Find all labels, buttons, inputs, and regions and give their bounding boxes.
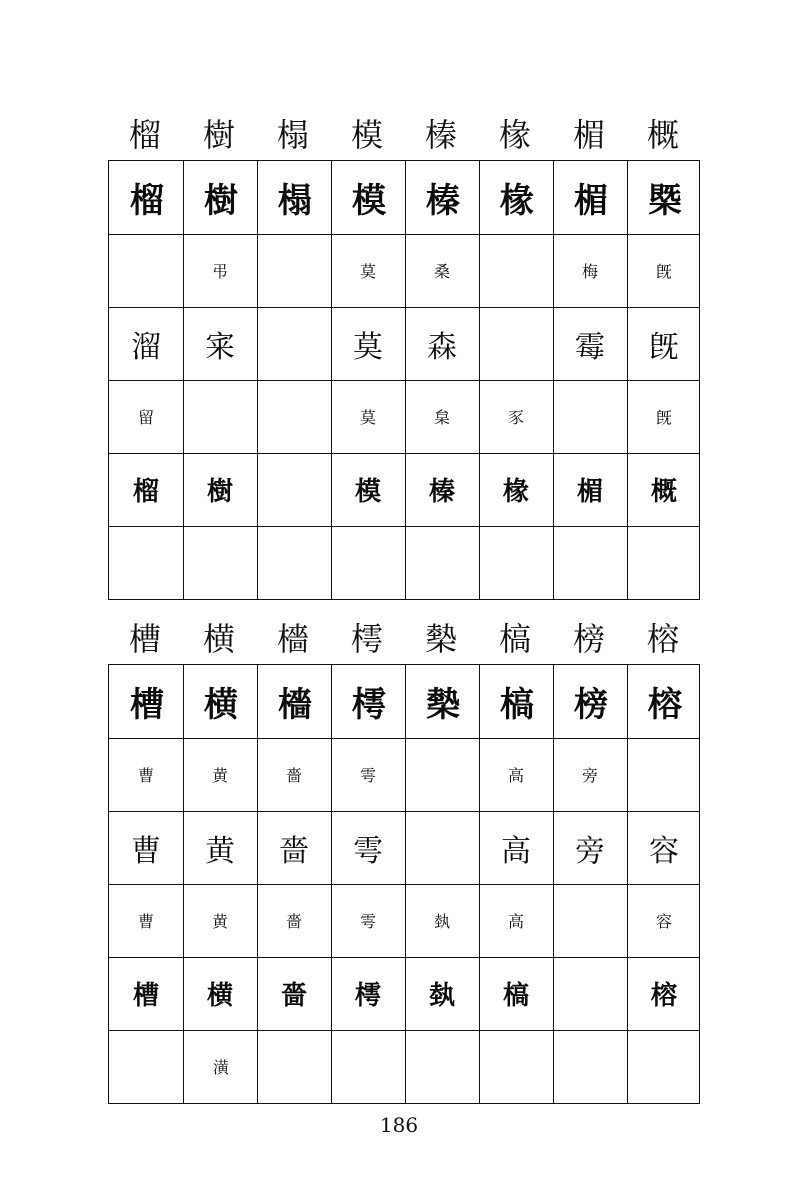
glyph-cell: [479, 234, 553, 307]
header-char: 樗: [350, 620, 383, 658]
glyph-cell: 槩: [648, 181, 680, 221]
character-table-1: [108, 108, 700, 600]
glyph-cell: [183, 380, 257, 453]
glyph-cell: 容: [649, 833, 679, 869]
glyph-grid-1: [108, 160, 700, 600]
glyph-cell: 曹: [137, 766, 154, 785]
glyph-cell: [553, 957, 627, 1030]
glyph-cell: 梅: [581, 262, 598, 281]
header-char: 榜: [572, 620, 605, 658]
glyph-cell: 黄: [205, 833, 235, 869]
glyph-cell: 高: [507, 912, 524, 931]
glyph-cell: 溜: [131, 329, 161, 365]
glyph-cell: 樹: [204, 181, 236, 221]
glyph-cell: 樹: [206, 477, 233, 507]
glyph-cell: 榕: [650, 981, 677, 1011]
glyph-cell: [627, 738, 701, 811]
glyph-cell: 樗: [354, 981, 381, 1011]
glyph-cell: 高: [501, 833, 531, 869]
glyph-cell: 嗇: [279, 833, 309, 869]
glyph-cell: [553, 380, 627, 453]
glyph-cell: 槁: [500, 685, 532, 725]
glyph-cell: 榴: [130, 181, 162, 221]
glyph-cell: 雩: [359, 766, 376, 785]
glyph-cell: 旣: [649, 329, 679, 365]
glyph-cell: 榕: [648, 685, 680, 725]
glyph-grid-2: [108, 664, 700, 1104]
glyph-cell: 黄: [211, 766, 228, 785]
character-table-2: [108, 612, 700, 1104]
header-char: 榛: [424, 116, 457, 154]
glyph-cell: 榻: [278, 181, 310, 221]
glyph-cell: [553, 884, 627, 957]
glyph-cell: [405, 811, 479, 884]
glyph-cell: 桑: [433, 262, 450, 281]
glyph-cell: 黄: [211, 912, 228, 931]
glyph-cell: 旣: [655, 408, 672, 427]
glyph-cell: [479, 307, 553, 380]
glyph-cell: 高: [507, 766, 524, 785]
glyph-cell: 榛: [426, 181, 458, 221]
glyph-cell: 横: [204, 685, 236, 725]
glyph-cell: [257, 453, 331, 526]
glyph-cell: 槽: [132, 981, 159, 1011]
glyph-cell: 宷: [205, 329, 235, 365]
glyph-cell: 榛: [428, 477, 455, 507]
glyph-cell: [405, 738, 479, 811]
glyph-cell: 嗇: [280, 981, 307, 1011]
glyph-cell: 檣: [278, 685, 310, 725]
glyph-cell: 榴: [132, 477, 159, 507]
glyph-cell: [257, 307, 331, 380]
glyph-cell: 枲: [433, 408, 450, 427]
glyph-cell: 楣: [576, 477, 603, 507]
glyph-cell: 概: [650, 477, 677, 507]
glyph-cell: 槁: [502, 981, 529, 1011]
glyph-cell: 容: [655, 912, 672, 931]
glyph-cell: 埶: [428, 981, 455, 1011]
header-char: 椽: [498, 116, 531, 154]
glyph-cell: 模: [352, 181, 384, 221]
header-char: 檣: [276, 620, 309, 658]
glyph-cell: 潢: [210, 1058, 230, 1075]
glyph-cell: 槷: [426, 685, 458, 725]
glyph-cell: 森: [427, 329, 457, 365]
header-char: 横: [202, 620, 235, 658]
glyph-cell: 莫: [359, 262, 376, 281]
glyph-cell: 旁: [581, 766, 598, 785]
page-number: 186: [379, 1113, 419, 1137]
glyph-cell: 樗: [352, 685, 384, 725]
header-char: 楣: [572, 116, 605, 154]
glyph-cell: 椽: [500, 181, 532, 221]
glyph-cell: 莫: [353, 329, 383, 365]
glyph-cell: 椽: [502, 477, 529, 507]
glyph-cell: 曹: [137, 912, 154, 931]
glyph-cell: [257, 234, 331, 307]
glyph-cell: 曹: [131, 833, 161, 869]
glyph-cell: 旁: [575, 833, 605, 869]
glyph-cell: 弔: [211, 262, 228, 281]
glyph-cell: 雩: [359, 912, 376, 931]
glyph-cell: [257, 380, 331, 453]
glyph-cell: 雩: [353, 833, 383, 869]
glyph-cell: 埶: [433, 912, 450, 931]
glyph-cell: 模: [354, 477, 381, 507]
header-char: 榴: [128, 116, 161, 154]
glyph-cell: [109, 234, 183, 307]
glyph-cell: 横: [206, 981, 233, 1011]
header-char: 槷: [424, 620, 457, 658]
glyph-cell: 槽: [130, 685, 162, 725]
header-char: 榕: [646, 620, 679, 658]
header-char: 樹: [202, 116, 235, 154]
header-char: 概: [646, 116, 679, 154]
header-row-1: [108, 108, 700, 158]
glyph-cell: 旣: [655, 262, 672, 281]
header-char: 槽: [128, 620, 161, 658]
glyph-cell: 豕: [507, 408, 524, 427]
glyph-cell: 留: [137, 408, 154, 427]
header-char: 模: [350, 116, 383, 154]
header-row-2: [108, 612, 700, 662]
glyph-cell: 嗇: [285, 912, 302, 931]
glyph-cell: 楣: [574, 181, 606, 221]
header-char: 榻: [276, 116, 309, 154]
glyph-cell: 霉: [575, 329, 605, 365]
glyph-cell: 嗇: [285, 766, 302, 785]
header-char: 槁: [498, 620, 531, 658]
glyph-cell: 莫: [359, 408, 376, 427]
glyph-cell: 榜: [574, 685, 606, 725]
